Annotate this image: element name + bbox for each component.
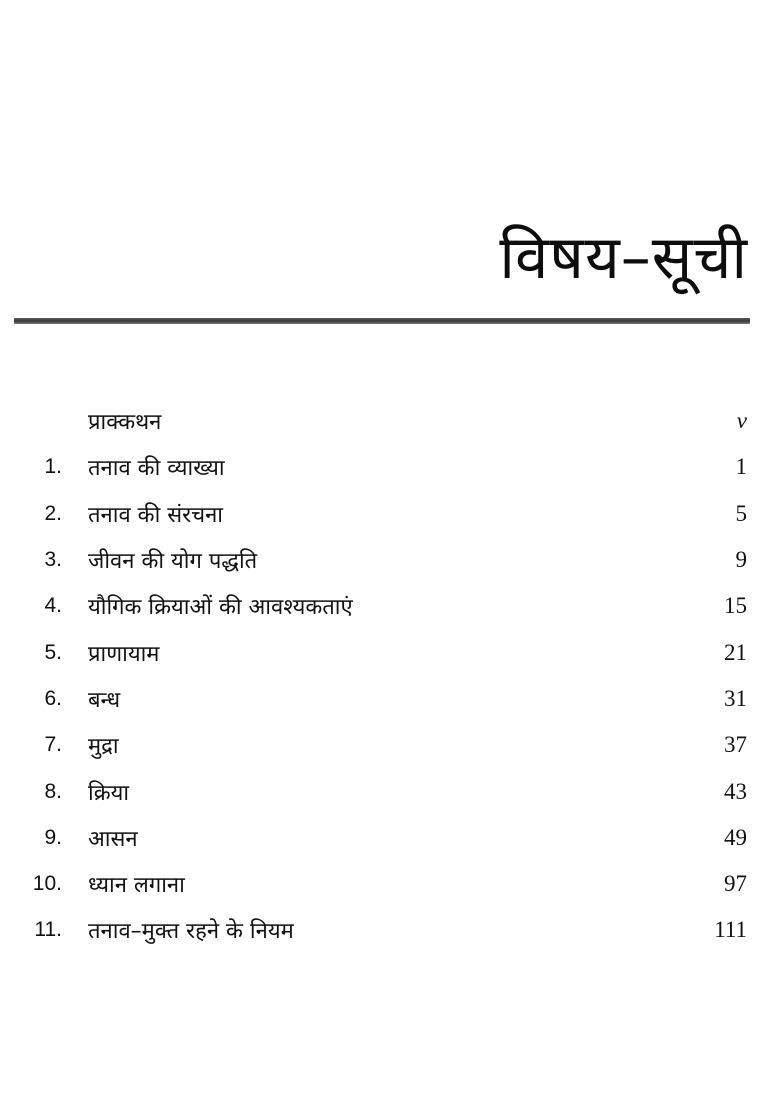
toc-entry-7 [0,722,780,768]
toc-number: 10. [32,872,62,896]
toc-number: 8. [44,779,62,803]
toc-page-number: 43 [724,778,747,804]
toc-page-number: 31 [724,685,747,711]
toc-entry-2 [0,491,780,537]
title-divider [14,318,750,324]
toc-number: 7. [44,733,62,757]
toc-page-number: 21 [724,639,747,665]
toc-number: 9. [44,825,62,849]
toc-number: 2. [44,501,62,525]
toc-title: तनाव–मुक्त रहने के नियम [88,919,294,945]
toc-title: आसन [88,826,138,852]
toc-entry-1 [0,444,780,490]
toc-number: 5. [44,640,62,664]
toc-title: तनाव की व्याख्या [88,456,225,482]
toc-title: मुद्रा [88,734,119,760]
toc-title: बन्ध [88,687,121,713]
toc-entry-6 [0,676,780,722]
toc-entry-9 [0,815,780,861]
toc-title: प्राणायाम [88,641,160,667]
toc-entry-11 [0,907,780,953]
toc-page-number: 1 [735,454,747,480]
toc-title: यौगिक क्रियाओं की आवश्यकताएं [88,595,353,621]
toc-page-number: 5 [735,500,747,526]
toc-number: 1. [44,455,62,479]
toc-entry-preface [0,398,780,444]
toc-number: 6. [44,686,62,710]
table-of-contents [0,398,780,954]
toc-title: क्रिया [88,780,130,806]
toc-entry-8 [0,768,780,814]
toc-page-number: 15 [724,593,747,619]
toc-number: 11. [34,918,62,942]
toc-page-number: 97 [724,871,747,897]
toc-entry-3 [0,537,780,583]
toc-entry-4 [0,583,780,629]
toc-page-number: 37 [724,732,747,758]
toc-title: ध्यान लगाना [88,873,185,899]
toc-page-number: 9 [735,547,747,573]
toc-number: 3. [44,548,62,572]
toc-entry-5 [0,629,780,675]
toc-title: जीवन की योग पद्धति [88,549,258,575]
toc-page-number: 49 [724,824,747,850]
page-title: विषय–सूची [499,223,748,293]
toc-number: 4. [44,594,62,618]
toc-entry-10 [0,861,780,907]
toc-page-number: v [736,408,747,434]
toc-page-number: 111 [714,917,747,943]
toc-title: प्राक्कथन [88,410,162,436]
toc-title: तनाव की संरचना [88,502,224,528]
